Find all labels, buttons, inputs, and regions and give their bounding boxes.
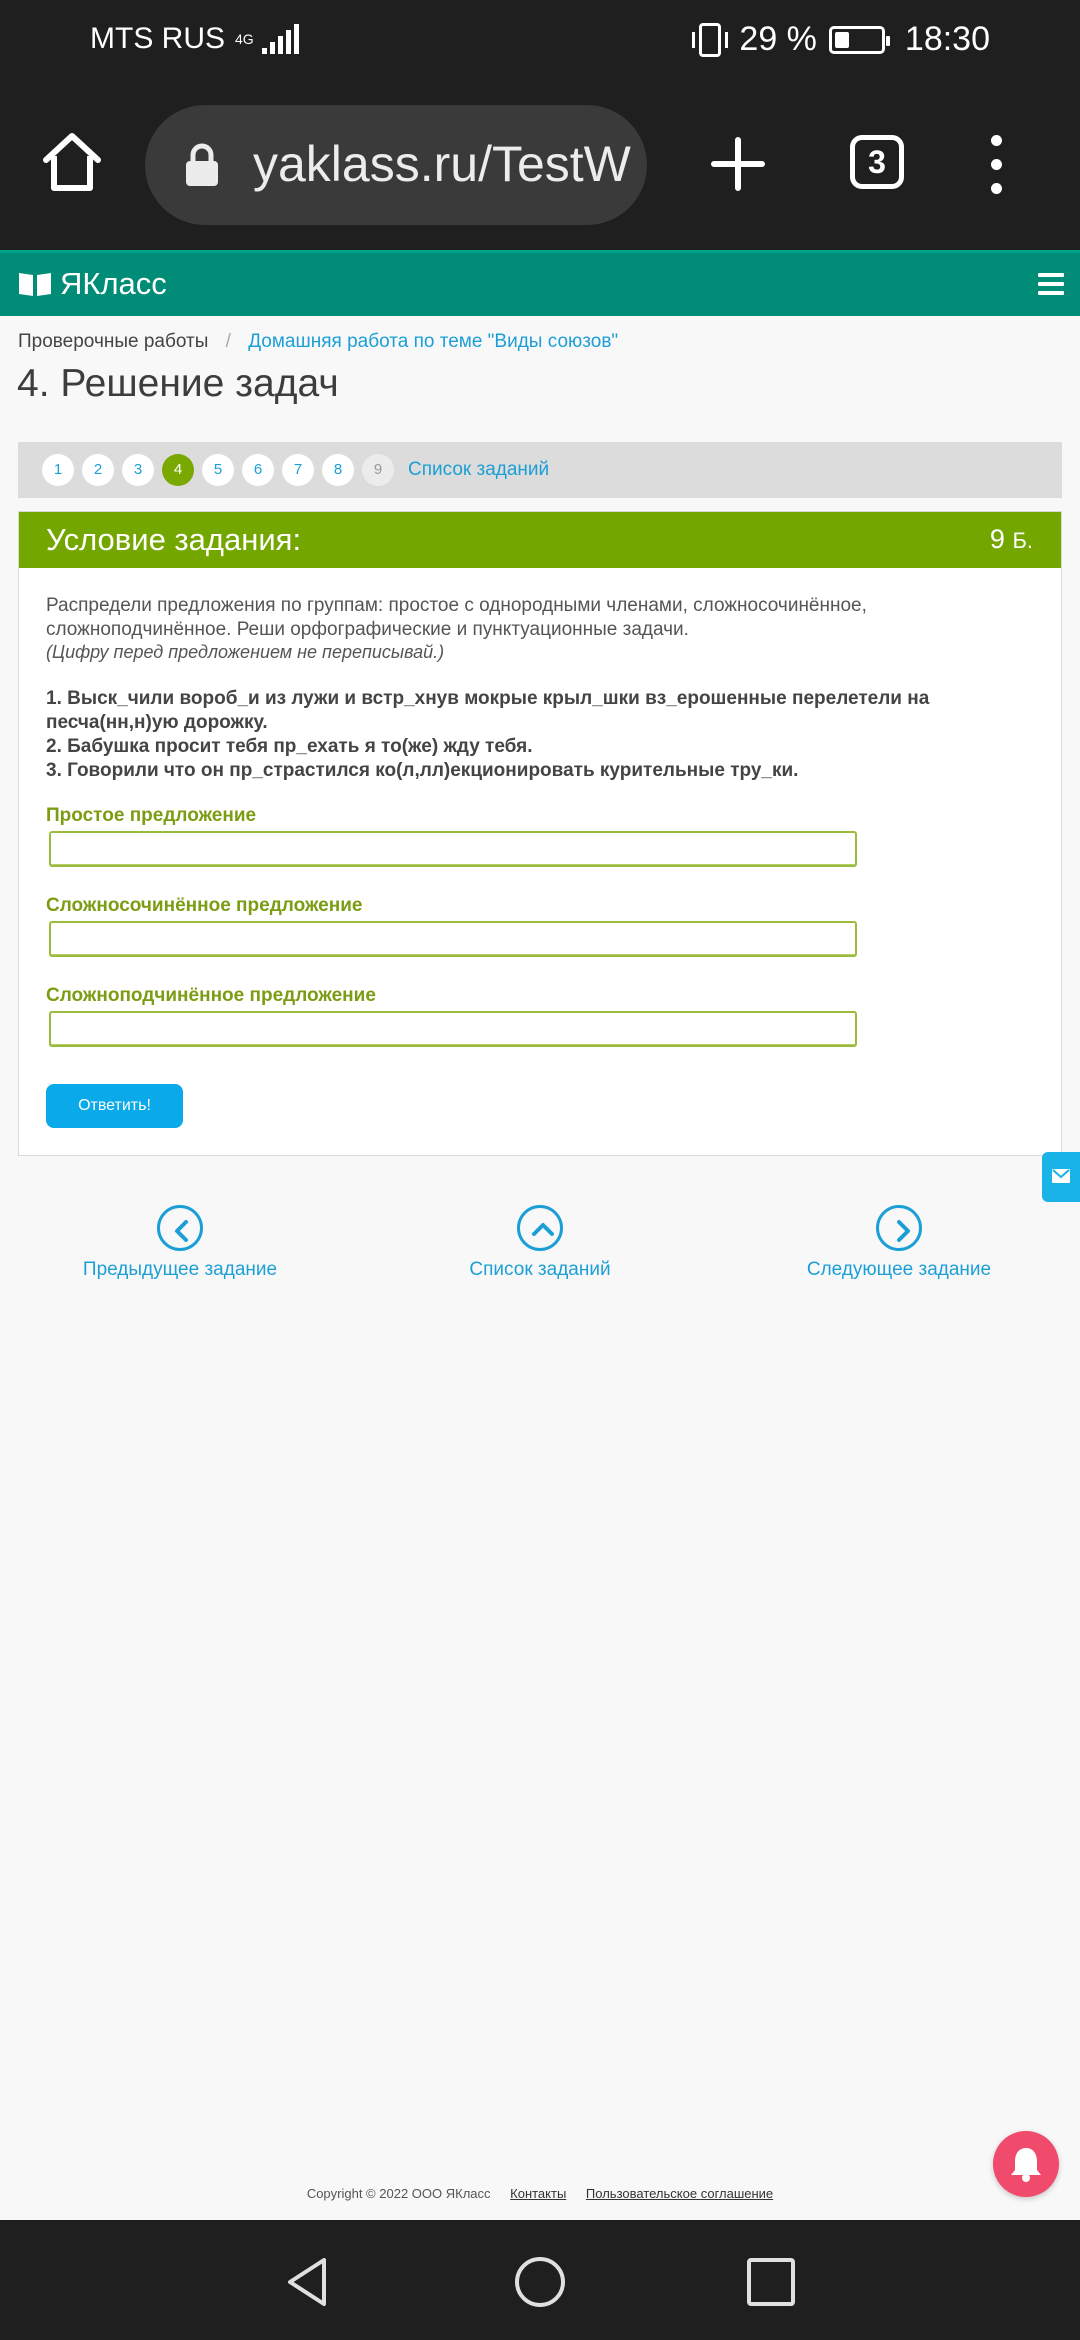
clock: 18:30: [904, 20, 990, 58]
sentence-1: 1. Выск_чили вороб_и из лужи и встр_хнув мокрые крыл_шки вз_ерошенные перелетели на песча(нн,н)ую дорожку.: [46, 688, 930, 733]
task-note: (Цифру перед предложением не переписывай.): [46, 642, 445, 662]
task-pagination: [18, 442, 1062, 498]
answer-complex-label: Сложноподчинённое предложение: [46, 985, 376, 1006]
page-dot-7[interactable]: 7: [282, 454, 314, 486]
answer-complex: [46, 985, 1036, 1047]
page-dots: [42, 454, 549, 486]
site-header: [0, 250, 1080, 316]
signal-icon: [262, 24, 299, 54]
battery-percent: 29 %: [739, 20, 817, 58]
task-points: 9 Б.: [989, 524, 1033, 554]
system-navigation-bar: [0, 2220, 1080, 2340]
task-sentences: [46, 687, 1036, 783]
page-dot-8[interactable]: 8: [322, 454, 354, 486]
mail-icon: [1052, 1169, 1070, 1183]
lock-icon: [185, 143, 219, 187]
answer-simple: [46, 805, 1036, 867]
points-unit: Б.: [1012, 528, 1033, 553]
task-instruction: Распредели предложения по группам: простое с однородными членами, сложносочинённое, сложноподчинённое. Реши орфографические и пунктуационные задачи.: [46, 595, 867, 640]
answer-simple-input[interactable]: [49, 831, 857, 867]
answer-compound: [46, 895, 1036, 957]
sentence-2: 2. Бабушка просит тебя пр_ехать я то(же) жду тебя.: [46, 736, 533, 757]
site-logo[interactable]: [18, 266, 167, 302]
logo-text: ЯКласс: [60, 266, 167, 301]
agreement-link[interactable]: Пользовательское соглашение: [585, 2186, 774, 2201]
next-task-link[interactable]: [769, 1205, 1029, 1281]
submit-answer-button[interactable]: Ответить!: [46, 1084, 183, 1128]
breadcrumb: [18, 331, 618, 353]
task-list-link[interactable]: Список заданий: [408, 459, 550, 480]
page-dot-6[interactable]: 6: [242, 454, 274, 486]
prev-task-link[interactable]: [50, 1205, 310, 1281]
tab-count: 3: [868, 144, 886, 180]
bell-icon: [1008, 2145, 1044, 2183]
address-bar[interactable]: [145, 105, 647, 225]
breadcrumb-separator: /: [225, 331, 231, 352]
carrier-name: MTS RUS: [90, 22, 225, 55]
tab-switcher-button[interactable]: [850, 135, 904, 189]
prev-task-label: Предыдущее задание: [82, 1259, 278, 1280]
answer-complex-input[interactable]: [49, 1011, 857, 1047]
answer-simple-label: Простое предложение: [46, 805, 257, 826]
network-type: 4G: [235, 31, 254, 47]
footer: [0, 2186, 1080, 2201]
book-icon: [18, 271, 52, 297]
answer-compound-input[interactable]: [49, 921, 857, 957]
next-task-label: Следующее задание: [806, 1259, 992, 1280]
task-list-nav-label: Список заданий: [469, 1259, 611, 1280]
status-bar: [0, 0, 1080, 80]
page-dot-4[interactable]: 4: [162, 454, 194, 486]
page-dot-9[interactable]: 9: [362, 454, 394, 486]
task-card: [18, 511, 1062, 1156]
page-dot-1[interactable]: 1: [42, 454, 74, 486]
feedback-mail-tab[interactable]: [1042, 1152, 1080, 1202]
browser-toolbar: [0, 80, 1080, 250]
answer-compound-label: Сложносочинённое предложение: [46, 895, 363, 916]
chevron-right-icon: [876, 1205, 922, 1251]
task-header: [19, 512, 1061, 568]
page-dot-5[interactable]: 5: [202, 454, 234, 486]
url-text: yaklass.ru/TestW: [253, 136, 631, 192]
task-list-nav-link[interactable]: [410, 1205, 670, 1281]
vibrate-icon: [699, 23, 721, 57]
back-icon[interactable]: [282, 2256, 334, 2308]
breadcrumb-current[interactable]: Домашняя работа по теме "Виды союзов": [248, 331, 619, 352]
page-dot-3[interactable]: 3: [122, 454, 154, 486]
copyright: Copyright © 2022 ООО ЯКласс: [306, 2186, 491, 2201]
chevron-up-icon: [517, 1205, 563, 1251]
notification-bell-button[interactable]: [993, 2131, 1059, 2197]
status-right: [699, 20, 990, 59]
browser-menu-icon[interactable]: [985, 135, 1007, 195]
breadcrumb-root[interactable]: Проверочные работы: [18, 331, 209, 352]
new-tab-icon[interactable]: [710, 136, 766, 192]
hamburger-menu-icon[interactable]: [1038, 273, 1064, 300]
sentence-3: 3. Говорили что он пр_страстился ко(л,лл)екционировать курительные тру_ки.: [46, 760, 799, 781]
task-body: [46, 594, 1036, 1047]
recent-apps-icon[interactable]: [745, 2256, 797, 2308]
carrier-info: [90, 22, 299, 56]
task-header-title: Условие задания:: [46, 522, 302, 557]
chevron-left-icon: [157, 1205, 203, 1251]
contacts-link[interactable]: Контакты: [510, 2186, 567, 2201]
battery-icon: [829, 26, 885, 54]
home-circle-icon[interactable]: [514, 2256, 566, 2308]
home-icon[interactable]: [40, 130, 104, 194]
page-title: 4. Решение задач: [17, 362, 339, 405]
page-dot-2[interactable]: 2: [82, 454, 114, 486]
